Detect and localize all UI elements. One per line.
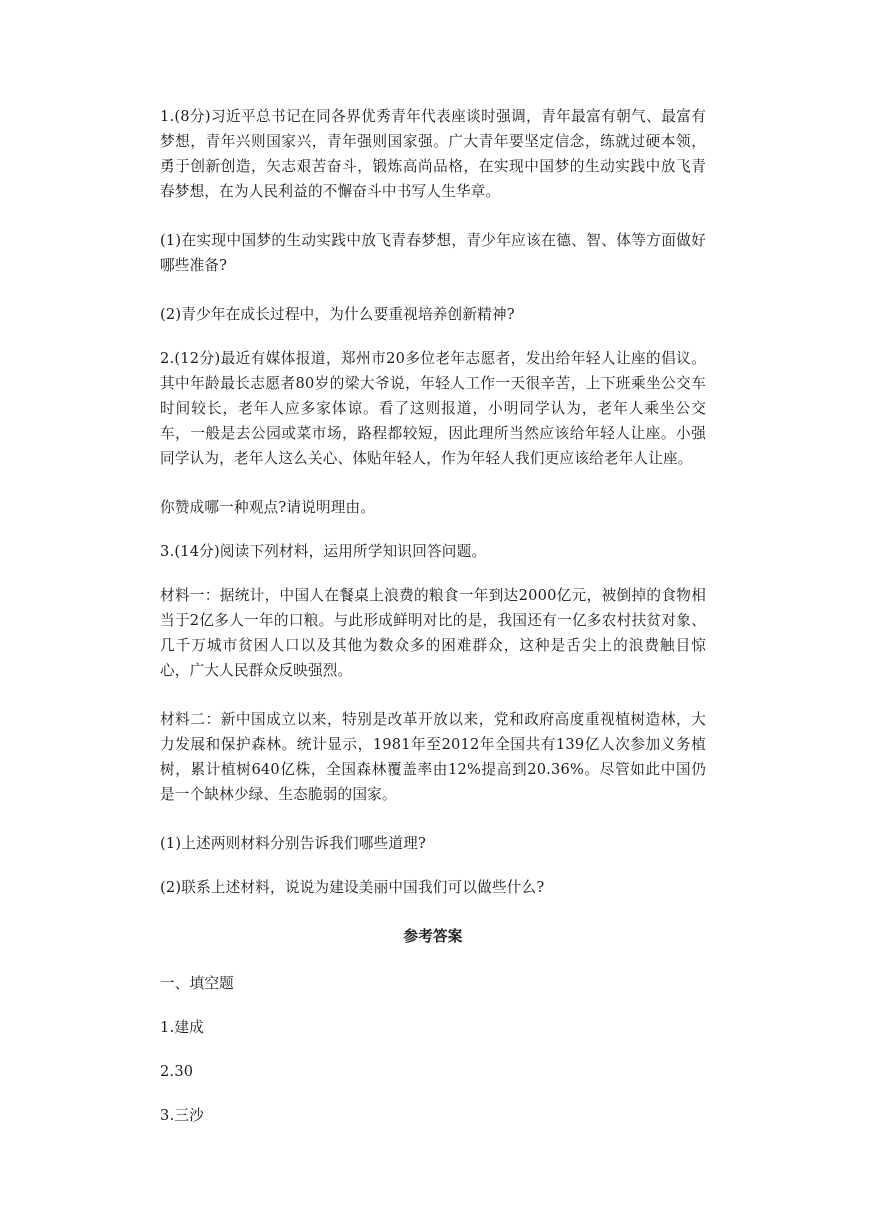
answer-item: 2.30 — [160, 1063, 194, 1080]
answer-item: 3.三沙 — [160, 1107, 204, 1124]
question-1-text: 1.(8分)习近平总书记在同各界优秀青年代表座谈时强调，青年最富有朝气、最富有梦想，青年兴则国家兴，青年强则国家强。广大青年要坚定信念，练就过硬本领，勇于创新创造，矢志艰苦奋斗，锻炼高尚品格，在实现中国梦的生动实践中放飞青春梦想，在为人民利益的不懈奋斗中书写人生华章。 — [160, 108, 706, 200]
question-1-sub-1: (1)在实现中国梦的生动实践中放飞青春梦想，青少年应该在德、智、体等方面做好哪些准备? — [160, 232, 706, 274]
question-2-text: 2.(12分)最近有媒体报道，郑州市20多位老年志愿者，发出给年轻人让座的倡议。其中年龄最长志愿者80岁的梁大爷说，年轻人工作一天很辛苦，上下班乘坐公交车时间较长，老年人应多家体谅。看了这则报道，小明同学认为，老年人乘坐公交车，一般是去公园或菜市场，路程都较短，因此理所当然应该给年轻人让座。小强同学认为，老年人这么关心、体贴年轻人，作为年轻人我们更应该给老年人让座。 — [160, 350, 706, 467]
question-3-material-1: 材料一：据统计，中国人在餐桌上浪费的粮食一年到达2000亿元，被倒掉的食物相当于2亿多人一年的口粮。与此形成鲜明对比的是，我国还有一亿多农村扶贫对象、几千万城市贫困人口以及其他为数众多的困难群众，这种是舌尖上的浪费触目惊心，广大人民群众反映强烈。 — [160, 587, 706, 679]
question-3-sub-2: (2)联系上述材料，说说为建设美丽中国我们可以做些什么? — [160, 879, 545, 896]
question-3-material-2: 材料二：新中国成立以来，特别是改革开放以来，党和政府高度重视植树造林，大力发展和保护森林。统计显示，1981年至2012年全国共有139亿人次参加义务植树，累计植树640亿株，全国森林覆盖率由12%提高到20.36%。尽管如此中国仍是一个缺林少绿、生态脆弱的国家。 — [160, 711, 706, 803]
answers-heading: 参考答案 — [403, 928, 463, 945]
question-3-sub-1: (1)上述两则材料分别告诉我们哪些道理? — [160, 835, 426, 852]
answer-item: 1.建成 — [160, 1019, 204, 1036]
document-page — [160, 104, 706, 1147]
question-2-prompt: 你赞成哪一种观点?请说明理由。 — [160, 499, 376, 516]
answers-section-title: 一、填空题 — [160, 975, 234, 992]
question-3-text: 3.(14分)阅读下列材料，运用所学知识回答问题。 — [160, 543, 487, 560]
question-1-sub-2: (2)青少年在成长过程中，为什么要重视培养创新精神? — [160, 306, 515, 323]
